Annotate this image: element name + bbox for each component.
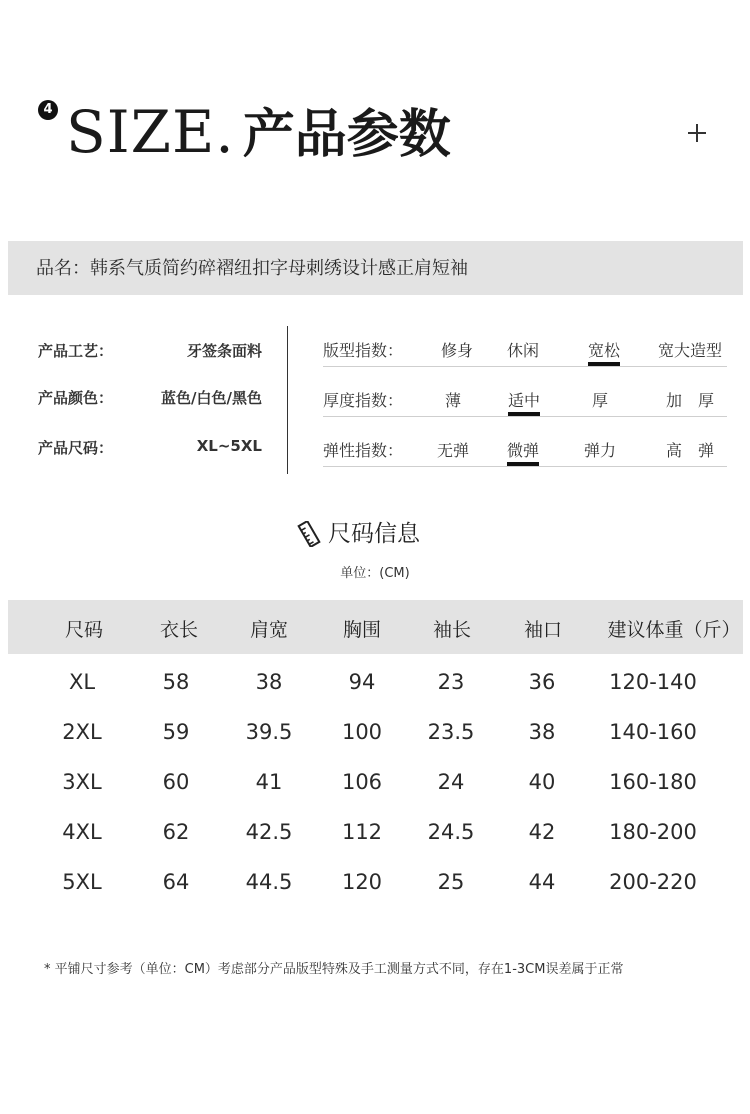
table-header-cell: 袖长: [432, 619, 472, 641]
elasticity-option-none: 无弹: [436, 441, 470, 460]
spec-value-craft: 牙签条面料: [186, 342, 262, 360]
fit-option-slim: 修身: [440, 341, 474, 360]
table-cell: 24: [437, 770, 465, 794]
table-cell: 39.5: [245, 720, 293, 744]
table-cell: 200-220: [609, 870, 697, 894]
table-cell: 62: [162, 820, 190, 844]
table-row-size: 5XL: [62, 870, 102, 894]
table-cell: 106: [341, 770, 383, 794]
table-cell: 59: [162, 720, 190, 744]
footnote: * 平铺尺寸参考（单位：CM）考虑部分产品版型特殊及手工测量方式不同，存在1-3CM误差属于正常: [44, 962, 624, 977]
index-underline: [323, 466, 727, 467]
table-cell: 42.5: [245, 820, 293, 844]
table-cell: 160-180: [609, 770, 697, 794]
thickness-option-thin: 薄: [444, 391, 462, 410]
table-row-size: XL: [68, 670, 96, 694]
table-cell: 64: [162, 870, 190, 894]
product-name: 品名：韩系气质简约碎褶纽扣字母刺绣设计感正肩短袖: [36, 258, 468, 279]
table-cell: 23: [437, 670, 465, 694]
index-label-thickness: 厚度指数：: [323, 391, 404, 410]
table-cell: 44.5: [245, 870, 293, 894]
thickness-option-extra-thick: 加 厚: [665, 391, 715, 410]
table-cell: 40: [528, 770, 556, 794]
table-cell: 100: [341, 720, 383, 744]
spec-label-color: 产品颜色：: [38, 389, 114, 407]
spec-label-craft: 产品工艺：: [38, 342, 114, 360]
page-title-zh: 产品参数: [242, 105, 451, 165]
table-cell: 44: [528, 870, 556, 894]
index-label-fit: 版型指数：: [323, 341, 404, 360]
page-title: [66, 92, 451, 175]
table-row-size: 3XL: [62, 770, 102, 794]
spec-value-color: 蓝色/白色/黑色: [161, 389, 262, 407]
elasticity-option-stretch: 弹力: [583, 441, 617, 460]
plus-icon[interactable]: [684, 120, 710, 146]
table-cell: 140-160: [609, 720, 697, 744]
table-cell: 42: [528, 820, 556, 844]
table-cell: 25: [437, 870, 465, 894]
fit-option-oversized: 宽大造型: [657, 341, 723, 360]
table-row-size: 4XL: [62, 820, 102, 844]
spec-value-size: XL~5XL: [196, 437, 262, 455]
table-cell: 23.5: [427, 720, 475, 744]
vertical-divider: [287, 326, 288, 474]
table-header-cell: 肩宽: [249, 619, 289, 641]
thickness-option-medium-selected: 适中: [508, 388, 540, 416]
table-cell: 41: [255, 770, 283, 794]
table-header-cell: 袖口: [523, 619, 563, 641]
thickness-option-thick: 厚: [591, 391, 609, 410]
table-cell: 120-140: [609, 670, 697, 694]
table-row-size: 2XL: [62, 720, 102, 744]
table-header-cell: 尺码: [64, 619, 104, 641]
table-cell: 24.5: [427, 820, 475, 844]
size-info-title: 尺码信息: [328, 521, 420, 547]
index-underline: [323, 366, 727, 367]
table-cell: 94: [348, 670, 376, 694]
ruler-icon: [296, 521, 322, 547]
page-title-en: SIZE.: [66, 98, 235, 166]
table-header-cell: 胸围: [342, 619, 382, 641]
fit-option-casual: 休闲: [506, 341, 540, 360]
table-cell: 58: [162, 670, 190, 694]
table-cell: 36: [528, 670, 556, 694]
unit-label: 单位：(CM): [340, 566, 410, 581]
table-header-cell: 衣长: [159, 619, 199, 641]
elasticity-option-slight-selected: 微弹: [507, 438, 539, 466]
spec-label-size: 产品尺码：: [38, 439, 114, 457]
index-label-elasticity: 弹性指数：: [323, 441, 404, 460]
elasticity-option-high: 高 弹: [665, 441, 715, 460]
fit-option-loose-selected: 宽松: [588, 338, 620, 366]
index-underline: [323, 416, 727, 417]
table-header-cell: 建议体重（斤）: [607, 619, 741, 641]
step-number-badge: 4: [38, 100, 58, 120]
table-cell: 112: [341, 820, 383, 844]
table-cell: 60: [162, 770, 190, 794]
table-cell: 180-200: [609, 820, 697, 844]
table-cell: 120: [341, 870, 383, 894]
table-cell: 38: [255, 670, 283, 694]
table-cell: 38: [528, 720, 556, 744]
